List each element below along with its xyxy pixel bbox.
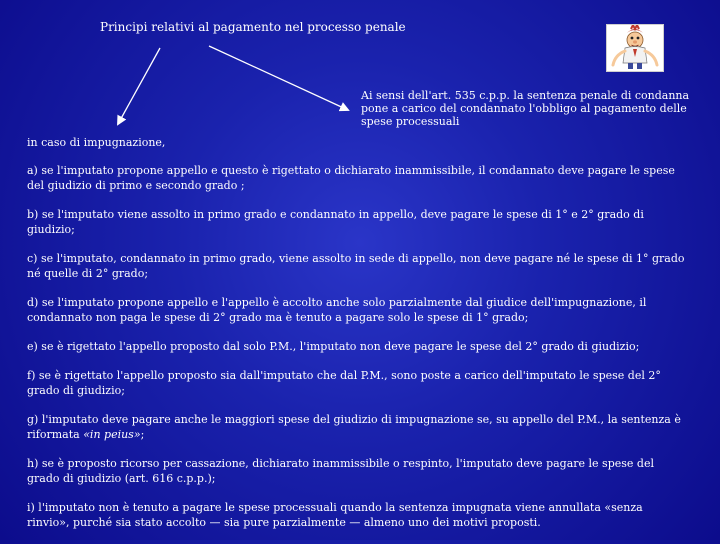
clause-d: d) se l'imputato propone appello e l'appello è accolto anche solo parzialmente dal giudice dell'impugnazione, il condannato non paga le spese di 2° grado ma è tenuto a pagare solo le spese di 1° grado; [27, 296, 647, 324]
impugnazione-label: in caso di impugnazione, [27, 136, 166, 149]
clause-g-text: g) l'imputato deve pagare anche le maggiori spese del giudizio di impugnazione se, su appello del P.M., la sentenza è riformata [27, 413, 681, 441]
clause-h: h) se è proposto ricorso per cassazione, dichiarato inammissibile o respinto, l'imputato deve pagare le spese del grado di giudizio (art. 616 c.p.p.); [27, 457, 654, 485]
clause-g-in-peius: «in peius» [83, 428, 141, 441]
arrow-left [118, 48, 160, 124]
art-535-note: Ai sensi dell'art. 535 c.p.p. la sentenza penale di condanna pone a carico del condannato l'obbligo al pagamento delle spese processuali [361, 89, 690, 128]
clauses-list [27, 163, 687, 544]
clause-a: a) se l'imputato propone appello e questo è rigettato o dichiarato inammissibile, il condannato deve pagare le spese del giudizio di primo e secondo grado ; [27, 164, 675, 192]
clause-g-end: ; [140, 428, 145, 441]
clause-f: f) se è rigettato l'appello proposto sia dall'imputato che dal P.M., sono poste a carico dell'imputato le spese del 2° grado di giudizio; [27, 369, 661, 397]
clause-e: e) se è rigettato l'appello proposto dal solo P.M., l'imputato non deve pagare le spese del 2° grado di giudizio; [27, 340, 640, 353]
clause-b: b) se l'imputato viene assolto in primo grado e condannato in appello, deve pagare le spese di 1° e 2° grado di giudizio; [27, 208, 644, 236]
clause-g [27, 412, 687, 442]
clause-i: i) l'imputato non è tenuto a pagare le spese processuali quando la sentenza impugnata viene annullata «senza rinvio», purché sia stato accolto — sia pure parzialmente — almeno uno dei motivi proposti. [27, 501, 643, 529]
cartoon-character-icon [606, 24, 664, 72]
arrow-right [209, 46, 348, 110]
clause-c: c) se l'imputato, condannato in primo grado, viene assolto in sede di appello, non deve pagare né le spese di 1° grado né quelle di 2° grado; [27, 252, 685, 280]
page-title: Principi relativi al pagamento nel processo penale [100, 20, 406, 34]
